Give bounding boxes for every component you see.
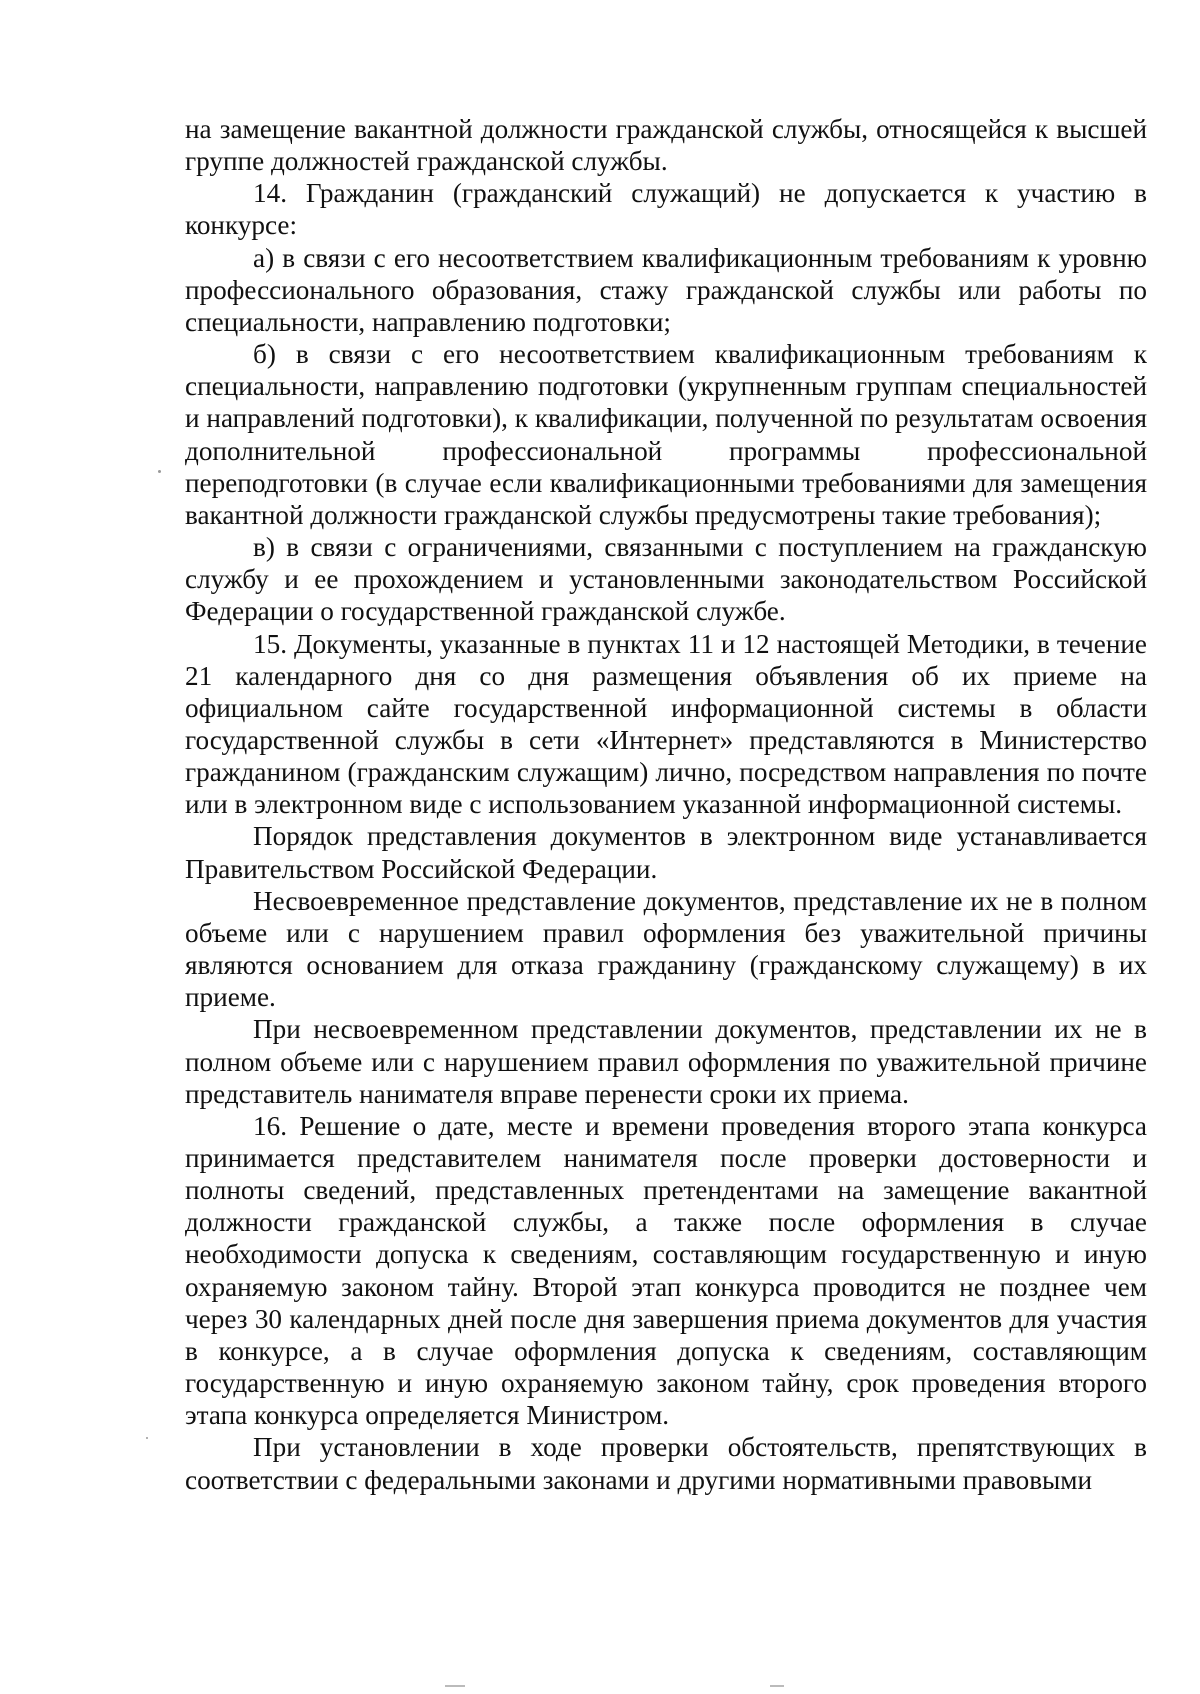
page-footer-mark <box>770 1685 784 1687</box>
paragraph-item-14b: б) в связи с его несоответствием квалификационным требованиям к специальности, направлению подготовки (укрупненным группам специальностей и направлений подготовки), к квалификации, полученной по результатам освоения дополнительной профессиональной программы профессиональной переподготовки (в случае если квалификационными требованиями для замещения вакантной должности гражданской службы предусмотрены такие требования); <box>185 339 1147 530</box>
scan-speck <box>158 470 161 473</box>
paragraph-item-15: 15. Документы, указанные в пунктах 11 и 12 настоящей Методики, в течение 21 календарного дня со дня размещения объявления об их приеме на официальном сайте государственной информационной системы в области государственной службы в сети «Интернет» представляются в Министерство гражданином (гражданским служащим) лично, посредством направления по почте или в электронном виде с использованием указанной информационной системы. <box>185 628 1147 820</box>
paragraph-valid-reason: При несвоевременном представлении документов, представлении их не в полном объеме или с нарушением правил оформления по уважительной причине представитель нанимателя вправе перенести сроки их приема. <box>185 1014 1147 1109</box>
paragraph-untimely-submission: Несвоевременное представление документов, представление их не в полном объеме или с нарушением правил оформления без уважительной причины являются основанием для отказа гражданину (гражданскому служащему) в их приеме. <box>185 885 1147 1013</box>
page-footer-mark <box>445 1685 465 1687</box>
paragraph-verification: При установлении в ходе проверки обстоятельств, препятствующих в соответствии с федеральными законами и другими нормативными правовыми <box>185 1432 1147 1495</box>
scan-speck <box>146 1437 148 1439</box>
paragraph-item-16: 16. Решение о дате, месте и времени проведения второго этапа конкурса принимается представителем нанимателя после проверки достоверности и полноты сведений, представленных претендентами на замещение вакантной должности гражданской службы, а также после оформления в случае необходимости допуска к сведениям, составляющим государственную и иную охраняемую законом тайну. Второй этап конкурса проводится не позднее чем через 30 календарных дней после дня завершения приема документов для участия в конкурсе, а в случае оформления допуска к сведениям, составляющим государственную и иную охраняемую законом тайну, срок проведения второго этапа конкурса определяется Министром. <box>185 1110 1147 1431</box>
paragraph-item-14a: а) в связи с его несоответствием квалификационным требованиям к уровню профессионального образования, стажу гражданской службы или работы по специальности, направлению подготовки; <box>185 242 1147 337</box>
paragraph-continuation: на замещение вакантной должности гражданской службы, относящейся к высшей группе должностей гражданской службы. <box>185 114 1147 177</box>
paragraph-electronic-order: Порядок представления документов в электронном виде устанавливается Правительством Российской Федерации. <box>185 821 1147 884</box>
paragraph-item-14v: в) в связи с ограничениями, связанными с поступлением на гражданскую службу и ее прохождением и установленными законодательством Российской Федерации о государственной гражданской службе. <box>185 532 1147 627</box>
paragraph-item-14: 14. Гражданин (гражданский служащий) не допускается к участию в конкурсе: <box>185 178 1147 241</box>
document-body <box>185 113 1147 1496</box>
